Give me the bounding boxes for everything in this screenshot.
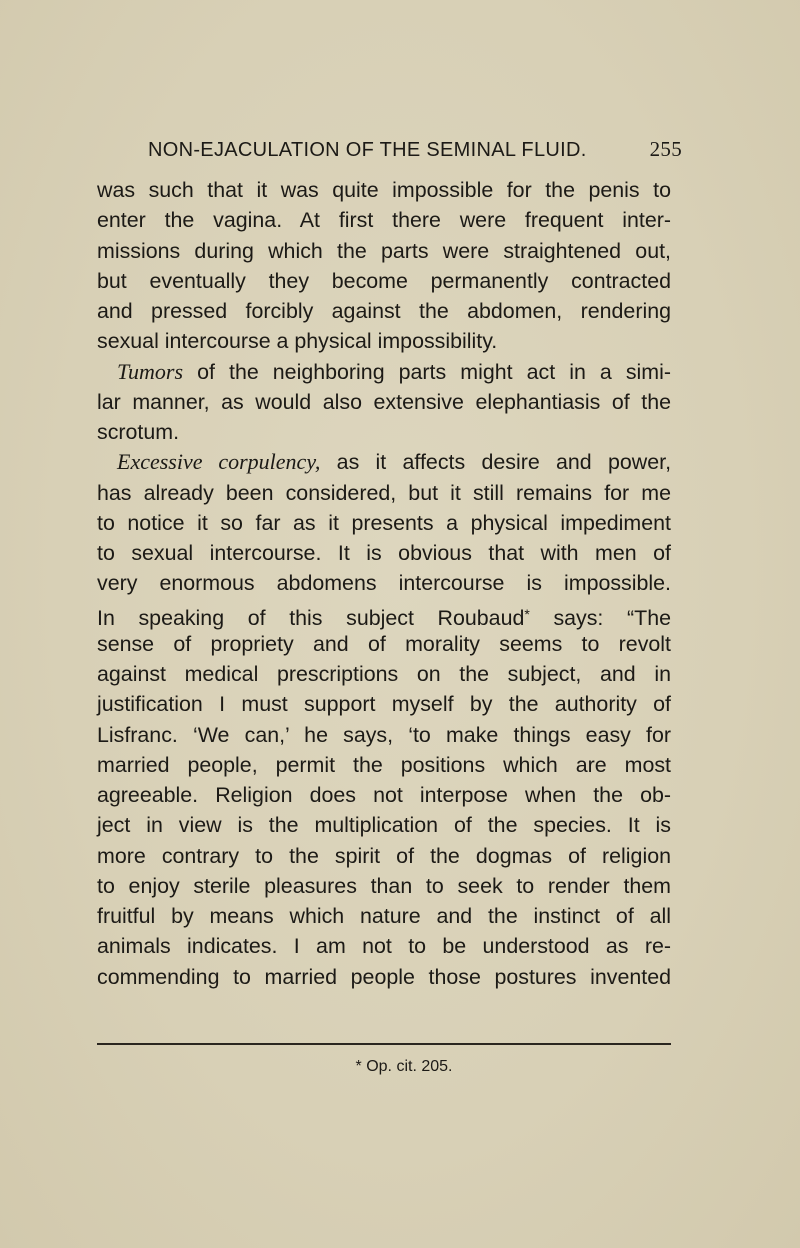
text-line: animals indicates. I am not to be understood as re- — [97, 934, 671, 959]
footnote-marker: * — [524, 605, 530, 622]
text-line — [97, 599, 671, 629]
text-line: ject in view is the multiplication of the species. It is — [97, 813, 671, 838]
text-line: justification I must support myself by the authority of — [97, 692, 671, 717]
running-head-title: NON-EJACULATION OF THE SEMINAL FLUID. — [148, 139, 587, 161]
text-segment: says: “The — [529, 605, 671, 630]
text-line: was such that it was quite impossible for the penis to — [97, 178, 671, 202]
text-line: Lisfranc. ‘We can,’ he says, ‘to make things easy for — [97, 722, 671, 747]
text-segment: as it affects desire and power, — [320, 450, 672, 475]
text-line: against medical prescriptions on the subject, and in — [97, 662, 671, 686]
body-text — [97, 175, 671, 992]
italic-term: Excessive corpulency, — [117, 449, 321, 475]
text-line: very enormous abdomens intercourse is impossible. — [97, 571, 671, 596]
text-line: sense of propriety and of morality seems to revolt — [97, 631, 671, 656]
italic-term: Tumors — [117, 358, 184, 384]
footnote-divider — [97, 1043, 671, 1045]
text-line: but eventually they become permanently contracted — [97, 268, 671, 293]
text-line: to notice it so far as it presents a physical impediment — [97, 510, 671, 535]
text-line: fruitful by means which nature and the instinct of all — [97, 904, 671, 928]
text-line: to sexual intercourse. It is obvious that with men of — [97, 541, 671, 565]
text-line: sexual intercourse a physical impossibility. — [97, 329, 498, 354]
text-line: more contrary to the spirit of the dogmas of religion — [97, 843, 671, 868]
text-line: married people, permit the positions which are most — [97, 752, 671, 777]
text-line: scrotum. — [97, 420, 180, 444]
running-head — [148, 137, 682, 162]
text-line: missions during which the parts were straightened out, — [97, 238, 671, 263]
text-line: agreeable. Religion does not interpose when the ob- — [97, 783, 671, 807]
text-line: has already been considered, but it still remains for me — [97, 480, 671, 505]
footnote: * Op. cit. 205. — [355, 1058, 453, 1075]
text-line — [97, 447, 671, 477]
text-line: to enjoy sterile pleasures than to seek to render them — [97, 873, 671, 898]
text-line: enter the vagina. At first there were frequent inter- — [97, 208, 671, 233]
text-segment: of the neighboring parts might act in a simi- — [183, 359, 671, 384]
text-segment: In speaking of this subject Roubaud — [97, 605, 525, 630]
text-line: and pressed forcibly against the abdomen, rendering — [97, 299, 671, 323]
page-number: 255 — [649, 137, 682, 161]
text-line — [97, 357, 671, 387]
text-line: commending to married people those postures invented — [97, 964, 671, 989]
text-line: lar manner, as would also extensive elephantiasis of the — [97, 389, 671, 414]
